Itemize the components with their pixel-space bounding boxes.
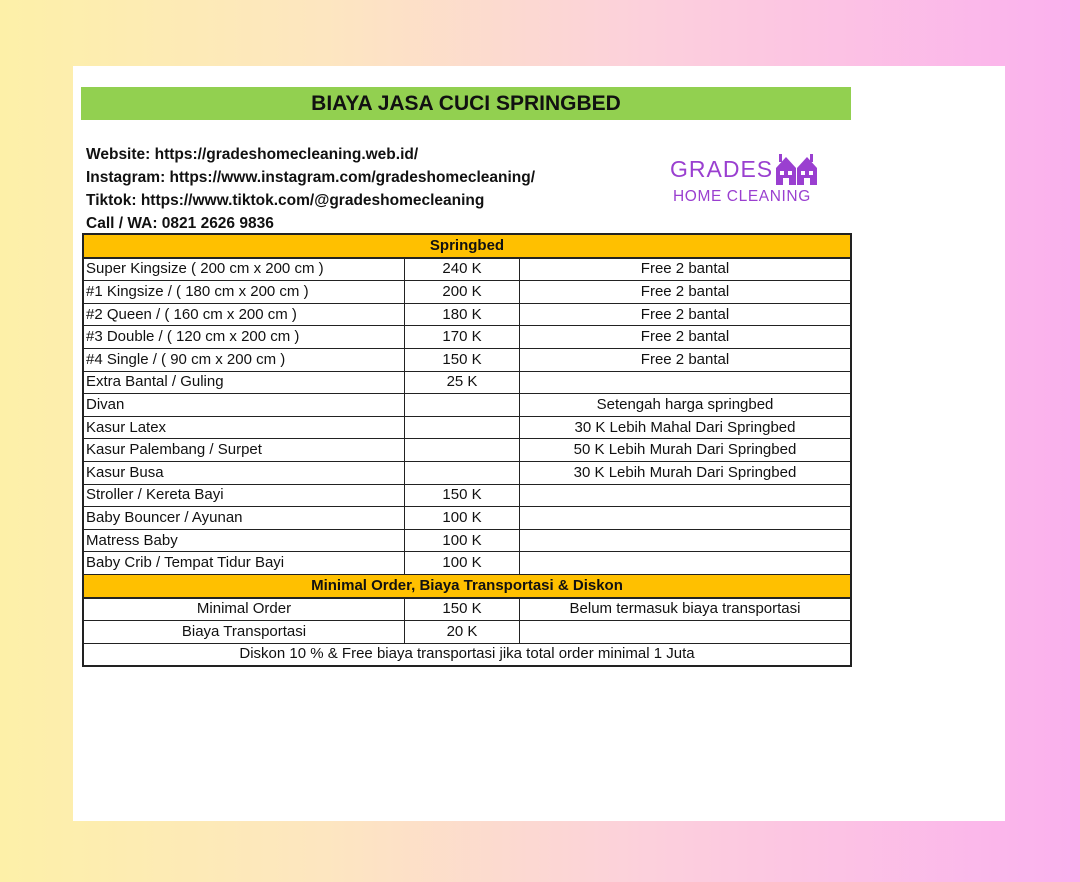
tiktok-link[interactable]: Tiktok: https://www.tiktok.com/@gradeshomecleaning (86, 192, 485, 209)
price-table (82, 233, 852, 667)
price-cell: 180 K (405, 303, 520, 326)
note-cell (520, 507, 852, 530)
table-row (83, 529, 851, 552)
table-row (83, 326, 851, 349)
table-row (83, 507, 851, 530)
item-name-cell: Kasur Latex (83, 416, 405, 439)
price-cell: 150 K (405, 484, 520, 507)
item-name-cell: #3 Double / ( 120 cm x 200 cm ) (83, 326, 405, 349)
note-cell (520, 552, 852, 575)
table-row (83, 348, 851, 371)
item-name-cell: Baby Crib / Tempat Tidur Bayi (83, 552, 405, 575)
note-cell (520, 621, 852, 644)
item-name-cell: Minimal Order (83, 598, 405, 621)
page-title: BIAYA JASA CUCI SPRINGBED (81, 87, 851, 120)
price-cell: 100 K (405, 552, 520, 575)
houses-icon (775, 152, 819, 186)
website-link[interactable]: Website: https://gradeshomecleaning.web.id/ (86, 146, 419, 163)
price-cell: 100 K (405, 507, 520, 530)
note-cell (520, 484, 852, 507)
table-row (83, 621, 851, 644)
table-row (83, 598, 851, 621)
price-cell: 25 K (405, 371, 520, 394)
section-header (83, 234, 851, 258)
item-name-cell: Baby Bouncer / Ayunan (83, 507, 405, 530)
table-row (83, 371, 851, 394)
price-cell (405, 416, 520, 439)
price-cell: 170 K (405, 326, 520, 349)
item-name-cell: Biaya Transportasi (83, 621, 405, 644)
table-row (83, 394, 851, 417)
price-cell: 20 K (405, 621, 520, 644)
item-name-cell: Matress Baby (83, 529, 405, 552)
price-cell: 200 K (405, 281, 520, 304)
table-row (83, 281, 851, 304)
item-name-cell: Divan (83, 394, 405, 417)
item-name-cell: Extra Bantal / Guling (83, 371, 405, 394)
item-name-cell: #4 Single / ( 90 cm x 200 cm ) (83, 348, 405, 371)
note-cell: 30 K Lebih Mahal Dari Springbed (520, 416, 852, 439)
table-row (83, 416, 851, 439)
price-cell: 150 K (405, 348, 520, 371)
price-cell (405, 394, 520, 417)
note-cell: 30 K Lebih Murah Dari Springbed (520, 461, 852, 484)
contact-info (86, 143, 646, 235)
table-row (83, 484, 851, 507)
table-row (83, 461, 851, 484)
item-name-cell: #1 Kingsize / ( 180 cm x 200 cm ) (83, 281, 405, 304)
table-row (83, 439, 851, 462)
section-header (83, 574, 851, 597)
price-cell (405, 461, 520, 484)
section-header-label: Minimal Order, Biaya Transportasi & Diskon (83, 574, 851, 597)
price-cell (405, 439, 520, 462)
note-cell: Free 2 bantal (520, 303, 852, 326)
section-header-label: Springbed (83, 234, 851, 258)
note-cell: Setengah harga springbed (520, 394, 852, 417)
note-cell: Free 2 bantal (520, 258, 852, 281)
table-row (83, 258, 851, 281)
logo-subtitle: HOME CLEANING (673, 188, 811, 205)
price-cell: 150 K (405, 598, 520, 621)
discount-note: Diskon 10 % & Free biaya transportasi jika total order minimal 1 Juta (83, 643, 851, 666)
instagram-link[interactable]: Instagram: https://www.instagram.com/gradeshomecleaning/ (86, 169, 536, 186)
logo-wordmark: GRADES (670, 156, 774, 182)
table-row (83, 303, 851, 326)
item-name-cell: Kasur Palembang / Surpet (83, 439, 405, 462)
discount-row (83, 643, 851, 666)
table-row (83, 552, 851, 575)
note-cell: Belum termasuk biaya transportasi (520, 598, 852, 621)
note-cell: Free 2 bantal (520, 281, 852, 304)
grades-logo (670, 152, 850, 212)
price-cell: 240 K (405, 258, 520, 281)
item-name-cell: Super Kingsize ( 200 cm x 200 cm ) (83, 258, 405, 281)
item-name-cell: #2 Queen / ( 160 cm x 200 cm ) (83, 303, 405, 326)
item-name-cell: Kasur Busa (83, 461, 405, 484)
note-cell (520, 529, 852, 552)
note-cell: 50 K Lebih Murah Dari Springbed (520, 439, 852, 462)
note-cell: Free 2 bantal (520, 326, 852, 349)
note-cell (520, 371, 852, 394)
phone-number: Call / WA: 0821 2626 9836 (86, 215, 274, 232)
item-name-cell: Stroller / Kereta Bayi (83, 484, 405, 507)
note-cell: Free 2 bantal (520, 348, 852, 371)
price-cell: 100 K (405, 529, 520, 552)
